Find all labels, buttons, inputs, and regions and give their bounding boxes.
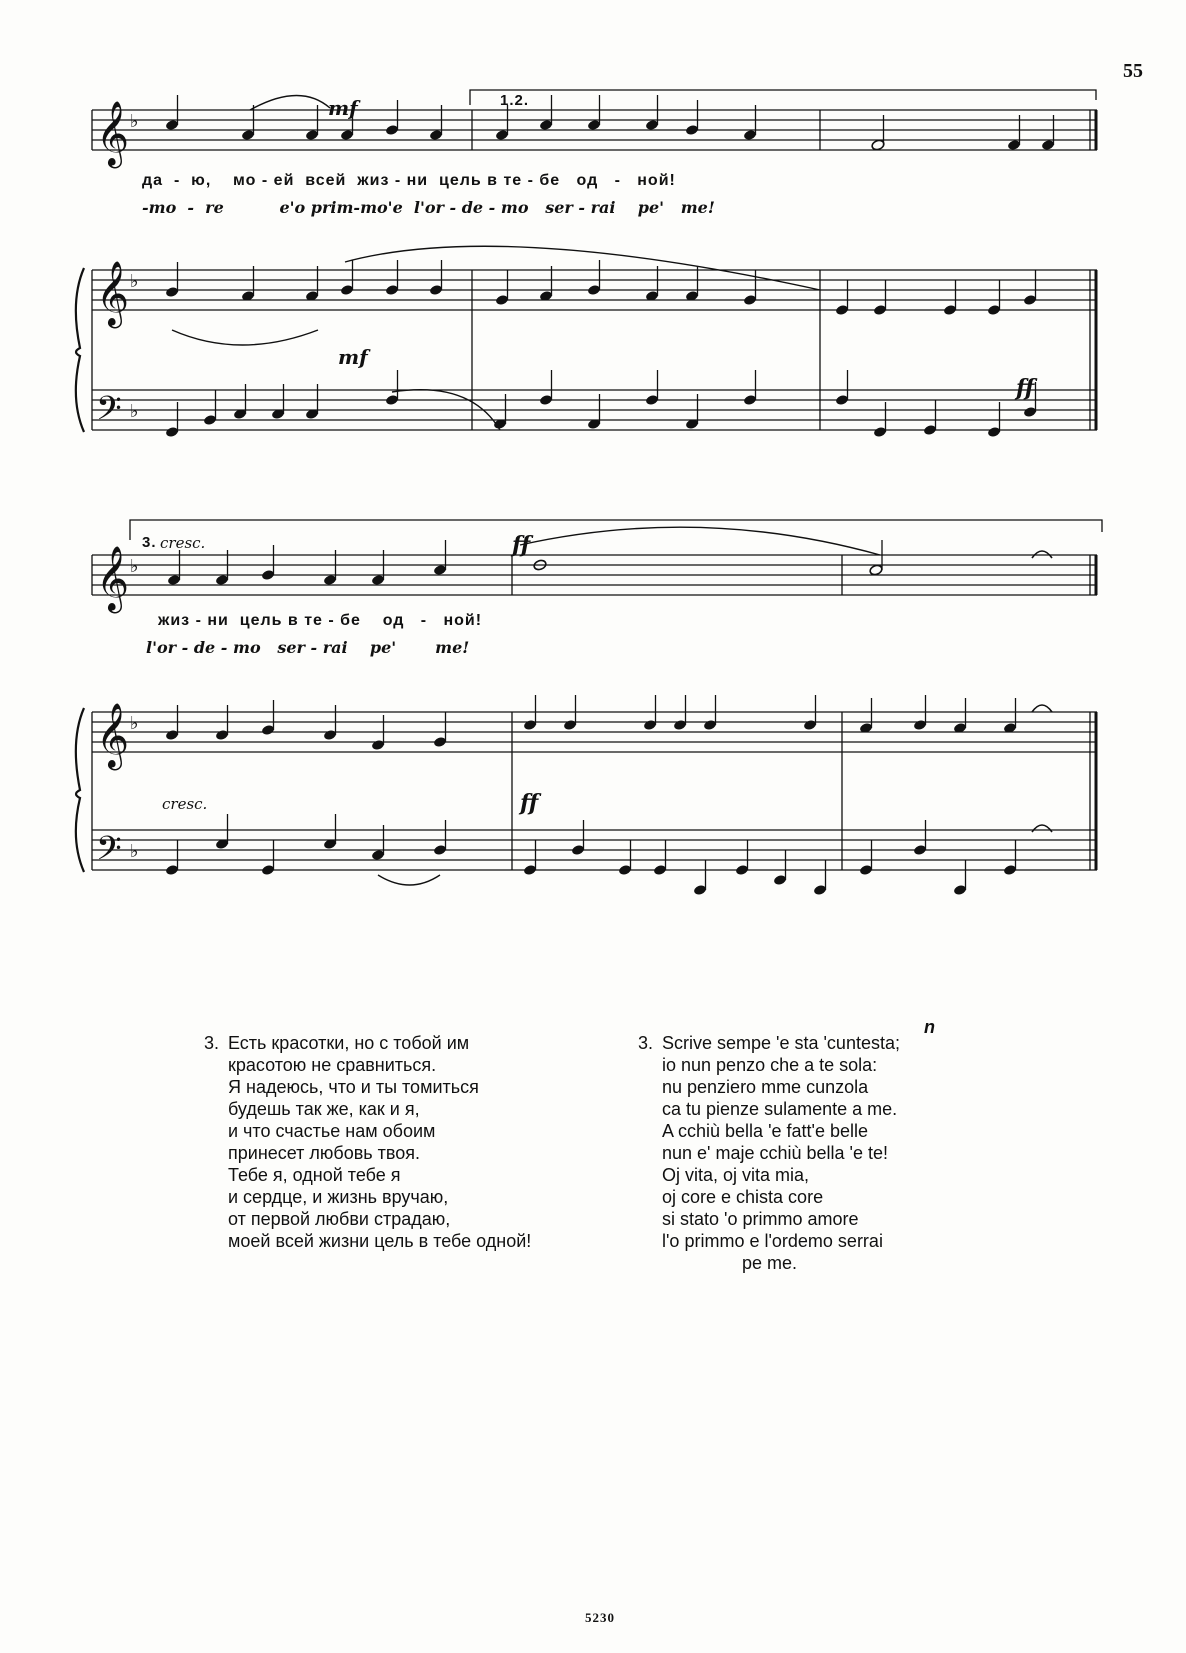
dynamic-ff-voice: ff bbox=[512, 532, 531, 558]
voice2-half-note bbox=[869, 564, 883, 576]
verse-ru-line-8: и сердце, и жизнь вручаю, bbox=[228, 1187, 449, 1207]
cresc-piano: cresc. bbox=[162, 795, 208, 813]
dynamic-mf-voice: mf bbox=[328, 96, 358, 120]
verse-it-lines bbox=[662, 1032, 900, 1274]
verse-it-line-9: si stato 'o primmo amore bbox=[662, 1209, 859, 1229]
dynamic-ff-piano: ff bbox=[520, 790, 539, 816]
treble-clef-piano1: 𝄞 bbox=[96, 261, 130, 326]
key-flat-voice2: ♭ bbox=[130, 556, 139, 577]
verse-ru-line-4: будешь так же, как и я, bbox=[228, 1099, 420, 1119]
verse-it-line-2: io nun penzo che a te sola: bbox=[662, 1055, 878, 1075]
treble-clef-voice1: 𝄞 bbox=[96, 101, 130, 166]
handwritten-mark: n bbox=[924, 1017, 935, 1037]
volta-1-2: 1.2. bbox=[500, 92, 530, 109]
voice2-tie bbox=[520, 527, 880, 555]
verse-ru-number: 3. bbox=[204, 1033, 220, 1053]
verse-ru-line-9: от первой любви страдаю, bbox=[228, 1209, 451, 1229]
verse-it-line-1: Scrive sempe 'e sta 'cuntesta; bbox=[662, 1033, 900, 1053]
verse-it-line-8: oj core e chista core bbox=[662, 1187, 824, 1207]
bass-clef-piano1: 𝄢 bbox=[96, 390, 122, 436]
cresc-voice: cresc. bbox=[160, 534, 206, 552]
piano2-bass-tie bbox=[378, 875, 440, 885]
verse-ru-lines bbox=[228, 1032, 531, 1252]
verse-ru-line-3: Я надеюсь, что и ты томиться bbox=[228, 1077, 479, 1097]
treble-clef-voice2: 𝄞 bbox=[96, 546, 130, 611]
verse-ru-line-2: красотою не сравниться. bbox=[228, 1055, 437, 1075]
bass-clef-piano2: 𝄢 bbox=[96, 830, 122, 876]
verse-it-line-6: nun e' maje cchiù bella 'e te! bbox=[662, 1143, 889, 1163]
verse-it-line-4: ca tu pienze sulamente a me. bbox=[662, 1099, 898, 1119]
verse-it-number: 3. bbox=[638, 1033, 654, 1053]
key-flat-piano2: ♭ bbox=[130, 713, 139, 734]
verse-ru-line-10: моей всей жизни цель в тебе одной! bbox=[228, 1231, 532, 1251]
verse-it-line-7: Oj vita, oj vita mia, bbox=[662, 1165, 810, 1185]
verse-it-line-10: l'o primmo e l'ordemo serrai bbox=[662, 1231, 883, 1251]
key-flat-bass2: ♭ bbox=[130, 841, 139, 862]
volta1-bracket bbox=[470, 90, 1096, 105]
piano1-slur-long bbox=[345, 246, 820, 290]
verse-italian bbox=[638, 1017, 935, 1274]
piano2-bass-fermata bbox=[1032, 825, 1052, 832]
key-flat-piano1: ♭ bbox=[130, 271, 139, 292]
piano2-brace bbox=[76, 708, 84, 872]
verse-it-line-5: A cchiù bella 'e fatt'e belle bbox=[662, 1121, 869, 1141]
verse-ru-line-5: и что счастье нам обоим bbox=[228, 1121, 436, 1141]
verse-ru-line-1: Есть красотки, но с тобой им bbox=[228, 1033, 470, 1053]
verse-it-line-11: pe me. bbox=[662, 1253, 798, 1273]
verse-it-line-3: nu penziero mme cunzola bbox=[662, 1077, 869, 1097]
lyrics-ru-system1: да ‑ ю, мо ‑ ей всей жиз ‑ ни цель в те ‑ бе од ‑ ной! bbox=[142, 172, 676, 189]
dynamic-ff-piano-end: ff bbox=[1016, 375, 1035, 401]
treble-clef-piano2: 𝄞 bbox=[96, 703, 130, 768]
dynamic-mf-piano: mf bbox=[338, 345, 368, 369]
piano1-slur-low bbox=[172, 330, 318, 345]
page-number: 55 bbox=[1123, 60, 1143, 82]
verse-ru-line-6: принесет любовь твоя. bbox=[228, 1143, 421, 1163]
volta-3: 3. bbox=[142, 534, 157, 551]
verse-russian bbox=[204, 1032, 532, 1252]
plate-number: 5230 bbox=[585, 1610, 615, 1625]
verse-ru-line-7: Тебе я, одной тебе я bbox=[228, 1165, 401, 1185]
key-flat-voice1: ♭ bbox=[130, 111, 139, 132]
lyrics-ru-system2: жиз ‑ ни цель в те ‑ бе од ‑ ной! bbox=[158, 612, 483, 629]
piano2-fermata bbox=[1032, 705, 1052, 712]
lyrics-it-system1: ‑mo ‑ re e'o prim‑mo'e l'or ‑ de ‑ mo ser ‑ rai pe' me! bbox=[142, 198, 715, 217]
key-flat-bass1: ♭ bbox=[130, 401, 139, 422]
piano1-brace bbox=[76, 268, 84, 432]
lyrics-it-system2: l'or ‑ de ‑ mo ser ‑ rai pe' me! bbox=[146, 638, 470, 657]
